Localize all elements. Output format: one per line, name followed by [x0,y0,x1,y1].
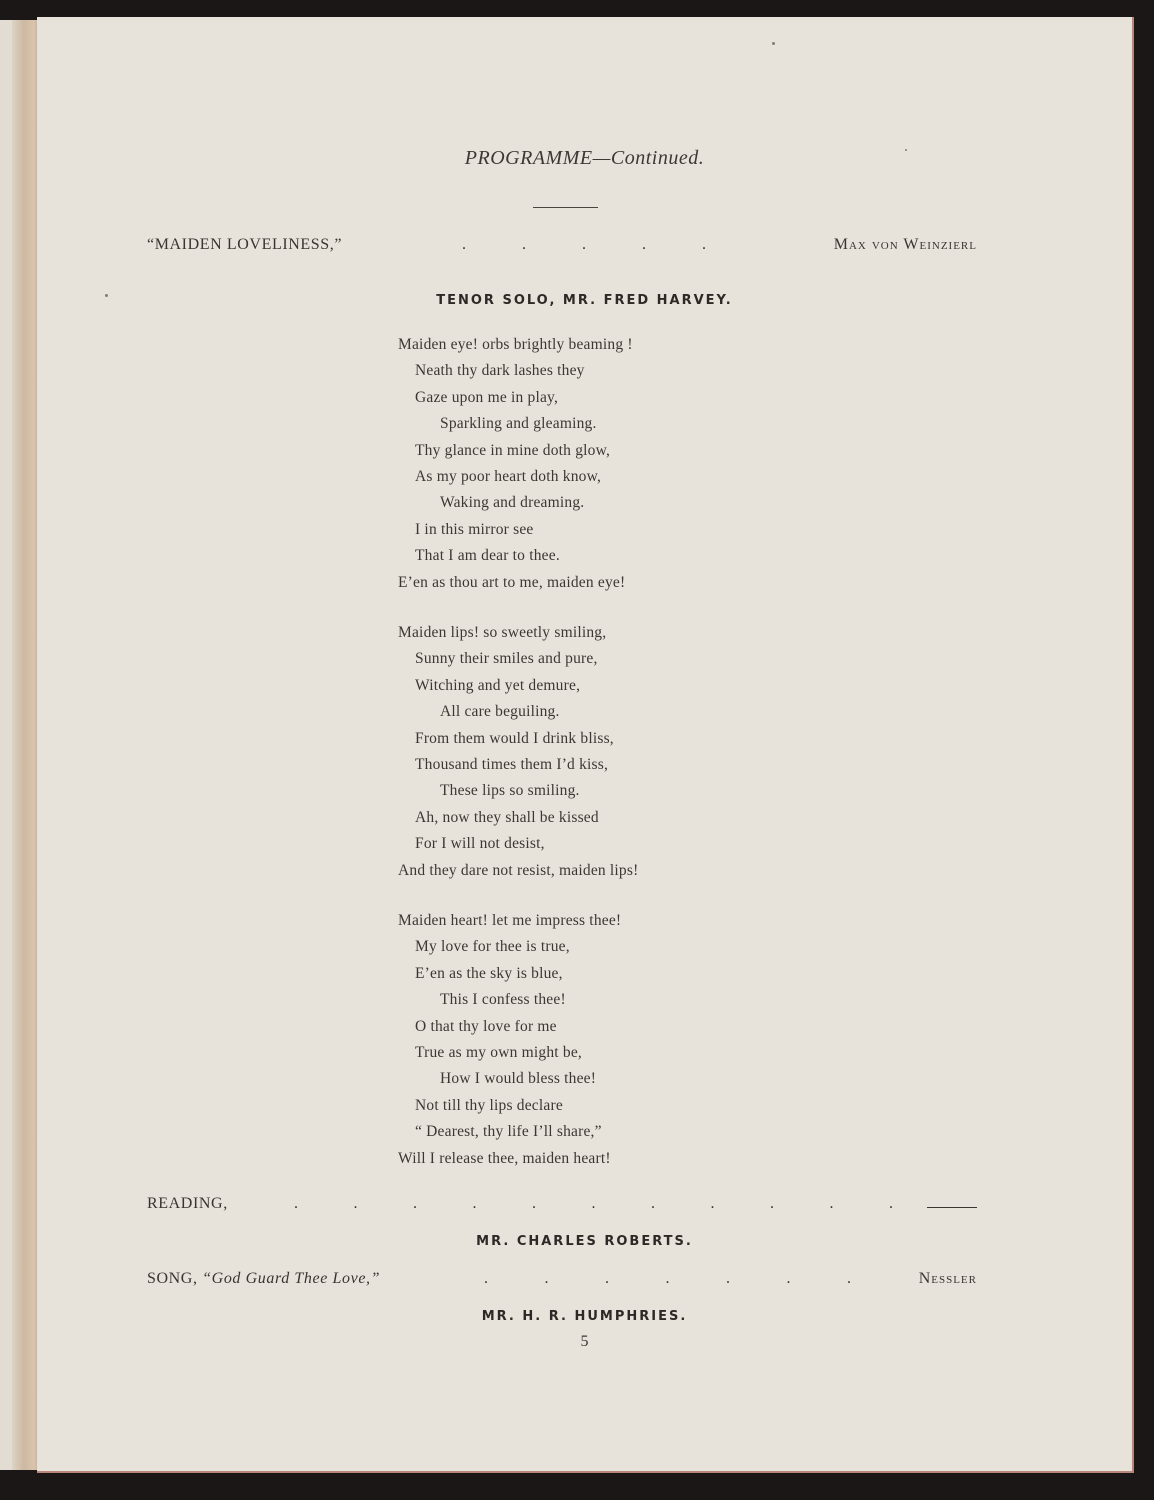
lyrics-stanza-1 [398,332,798,596]
composer-name: Nessler [918,1270,977,1287]
lyric-line: Not till thy lips declare [415,1096,563,1114]
item-title: “MAIDEN LOVELINESS,” [147,236,343,253]
lyric-line: Waking and dreaming. [440,494,585,512]
lyric-line: Will I release thee, maiden heart! [398,1149,611,1167]
page-header: PROGRAMME—Continued. [464,147,705,169]
lyric-line: That I am dear to thee. [415,547,560,565]
lyric-line: These lips so smiling. [440,782,580,800]
item-title: SONG, “God Guard Thee Love,” [147,1270,381,1287]
paper-speck [105,294,108,297]
lyric-line: “ Dearest, thy life I’ll share,” [415,1123,602,1141]
lyric-line: Sunny their smiles and pure, [415,650,598,668]
song-title: “God Guard Thee Love,” [202,1270,381,1287]
performer-credit: TENOR SOLO, MR. FRED HARVEY. [436,293,733,308]
lyric-line: E’en as thou art to me, maiden eye! [398,573,626,591]
lyric-line: As my poor heart doth know, [415,467,602,485]
lyric-line: Witching and yet demure, [415,676,581,694]
lyric-line: All care beguiling. [440,703,560,721]
lyric-line: This I confess thee! [440,991,566,1009]
paper-speck [772,42,775,45]
paper-speck [905,149,907,151]
performer-credit: MR. CHARLES ROBERTS. [476,1234,693,1249]
lyric-line: I in this mirror see [415,520,534,538]
lyric-line: Gaze upon me in play, [415,388,559,406]
header-divider [533,207,598,208]
page-number: 5 [580,1333,589,1350]
lyric-line: My love for thee is true, [415,938,570,956]
binding-shadow [12,20,38,1470]
lyric-line: O that thy love for me [415,1017,557,1035]
lyrics-stanza-3 [398,908,798,1172]
lyric-line: Neath thy dark lashes they [415,362,585,380]
lyric-line: E’en as the sky is blue, [415,964,563,982]
programme-page [37,17,1134,1473]
lyric-line: Maiden eye! orbs brightly beaming ! [398,336,633,353]
leader-dots: . . . . . . . [484,1270,851,1287]
lyric-line: How I would bless thee! [440,1070,597,1088]
lyric-line: From them would I drink bliss, [415,729,614,747]
programme-item-reading [147,1195,977,1219]
lyric-line: True as my own might be, [415,1043,582,1061]
lyric-line: Sparkling and gleaming. [440,415,597,433]
composer-name: Max von Weinzierl [833,236,977,253]
lyrics-stanza-2 [398,620,798,884]
lyric-line: For I will not desist, [415,835,545,853]
programme-item-maiden-loveliness [147,236,977,260]
performer-credit: MR. H. R. HUMPHRIES. [481,1309,688,1324]
lyric-line: And they dare not resist, maiden lips! [398,861,639,879]
lyric-line: Maiden lips! so sweetly smiling, [398,624,607,641]
lyric-line: Ah, now they shall be kissed [415,808,599,826]
leader-dots: . . . . . . . . . . . [294,1195,893,1212]
leader-dots: . . . . . [462,236,706,253]
composer-placeholder-dash [927,1207,977,1208]
lyric-line: Thousand times them I’d kiss, [415,755,609,773]
lyric-line: Thy glance in mine doth glow, [415,441,611,459]
item-title: READING, [147,1195,228,1212]
programme-item-song [147,1270,977,1294]
lyric-line: Maiden heart! let me impress thee! [398,912,622,929]
